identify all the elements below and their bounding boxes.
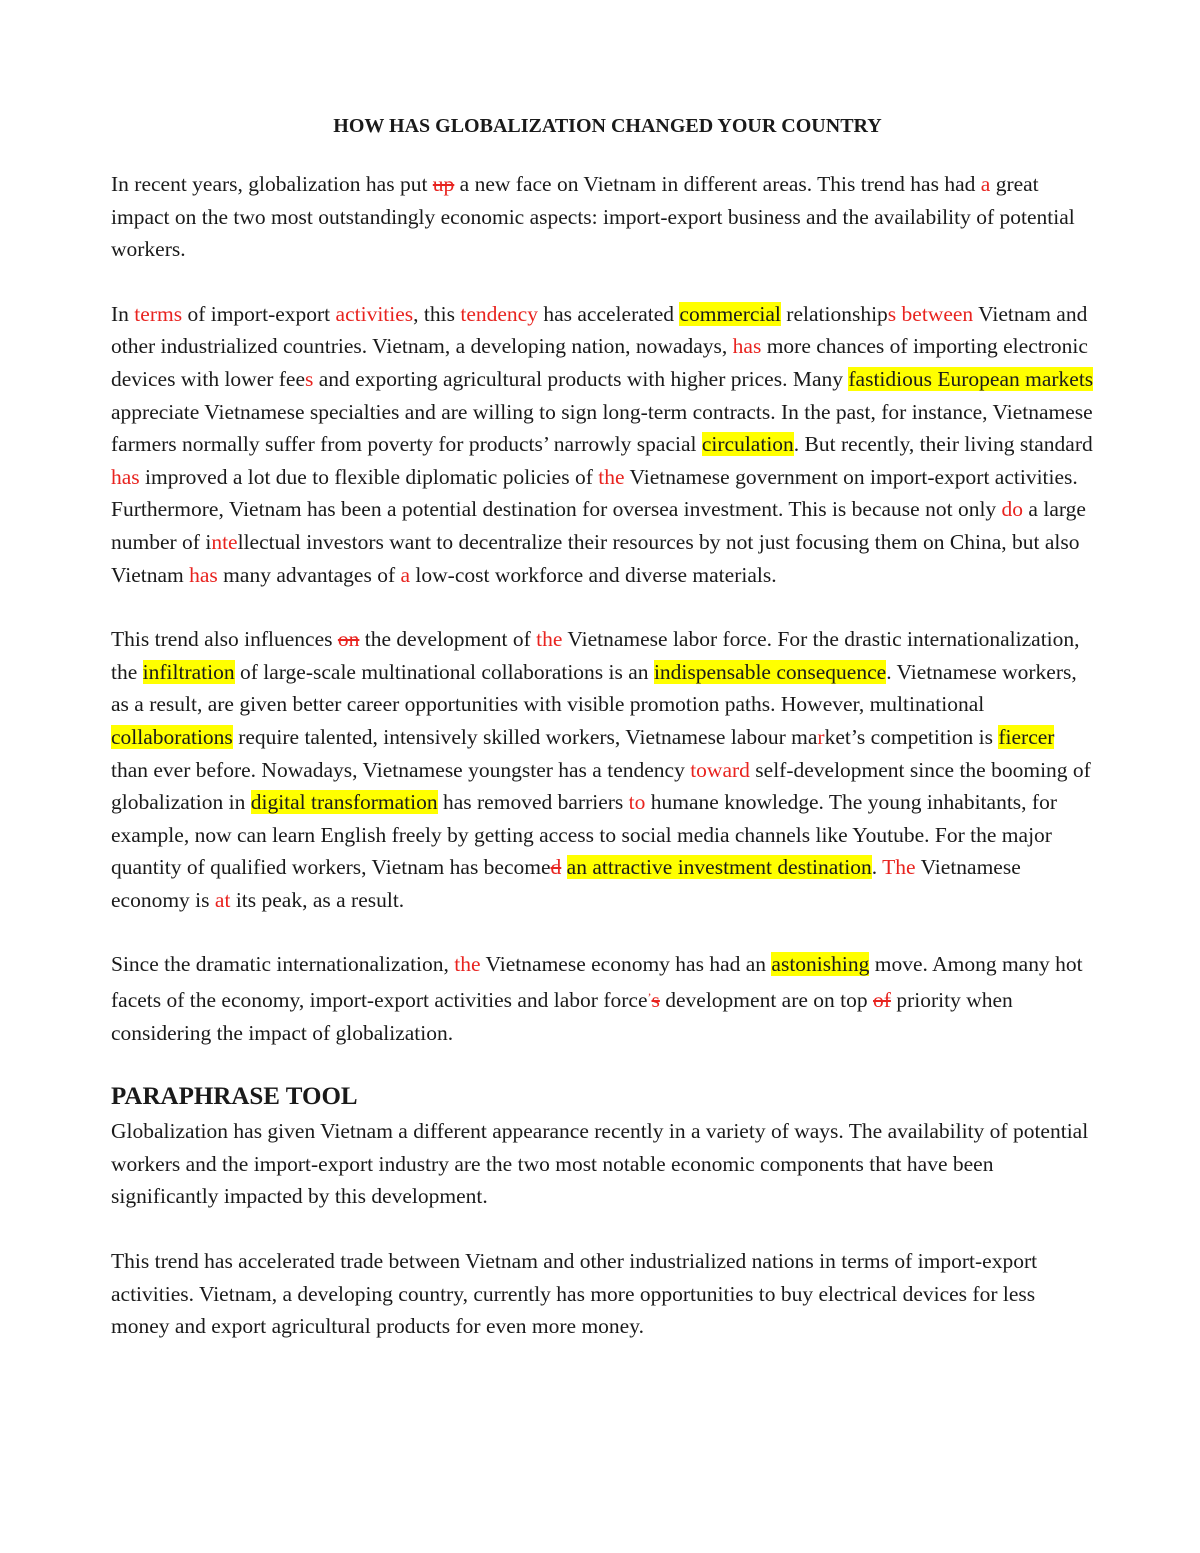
highlighted-word: astonishing [771,952,870,977]
text-run: low-cost workforce and diverse materials. [410,562,777,587]
deleted-word: on [337,627,360,652]
corrected-word: a [400,562,411,587]
text-run: . But recently, their living standard [793,432,1093,457]
corrected-word: has [111,464,140,489]
highlighted-word: collaborations [111,724,233,749]
text-run: a new face on Vietnam in different areas. This trend has had [454,172,981,196]
corrected-word: the [598,464,625,489]
text-run: its peak, as a result. [230,887,405,912]
text-run: more chances of importing electronic devices with lower fee [111,334,1088,391]
text-run: has removed barriers [437,790,629,815]
text-run: . [871,855,883,880]
corrected-word: the [454,952,481,977]
highlighted-phrase: an attractive investment destination [566,855,872,880]
corrected-letter: r [817,724,825,749]
corrected-letters: nte [211,529,238,554]
highlighted-phrase: fastidious European markets [848,366,1094,391]
text-run: priority when considering the impact of globalization. [111,988,1013,1045]
corrected-word: activities [335,301,414,326]
text-run: require talented, intensively skilled workers, Vietnamese labour ma [232,724,818,749]
text-run: and exporting agricultural products with higher prices. Many [313,366,849,391]
corrected-word: to [628,790,646,815]
paragraph-paraphrase-2: This trend has accelerated trade between Vietnam and other industrialized nations in terms of import-export activities. Vietnam, a developing country, currently has more opportunities to buy electrical devices for less money and export agricultural products for even more money. [111,1249,1038,1339]
text-run: a large number of i [111,497,1086,554]
deleted-letter: s [651,988,660,1013]
text-run: relationship [780,301,888,326]
text-run: In [111,301,135,326]
text-run: move. Among many hot facets of the economy, import-export activities and labor force [111,952,1083,1013]
paragraph-import-export [111,298,1096,591]
section-heading: PARAPHRASE TOOL [111,1083,358,1111]
text-run: In recent years, globalization has put [111,172,433,196]
document-title: HOW HAS GLOBALIZATION CHANGED YOUR COUNTRY [333,115,882,137]
text-run: great impact on the two most outstandingly economic aspects: import-export business and the availability of potential workers. [111,172,1075,262]
highlighted-word: infiltration [142,659,235,684]
corrected-word: at [214,887,231,912]
paragraph-conclusion [111,948,1096,1049]
text-run: improved a lot due to flexible diplomatic policies of [139,464,599,489]
inserted-apostrophe: ’ [647,990,652,1005]
text-run: of import-export [182,301,336,326]
text-run: Vietnam and other industrialized countries. Vietnam, a developing nation, nowadays, [111,301,1088,359]
text-run: development are on top [659,988,874,1013]
paragraph-paraphrase-1: Globalization has given Vietnam a different appearance recently in a variety of ways. The availability of potential workers and the import-export industry are the two most notable economic components that have been significantly impacted by this development. [111,1119,1089,1209]
text-run: than ever before. Nowadays, Vietnamese youngster has a tendency [111,757,691,782]
paragraph-labor-force [111,623,1096,916]
document-page [111,112,1096,1375]
text-run: ket’s competition is [824,724,999,749]
deleted-letter: d [550,855,562,880]
corrected-letter: s [305,366,314,391]
inserted-word: a [980,172,991,196]
text-run: humane knowledge. The young inhabitants, for example, now can learn English freely by getting access to social media channels like Youtube. For the major quantity of qualified workers, Vietnam has become [111,790,1057,880]
highlighted-word: fiercer [998,724,1055,749]
text-run: the development of [359,627,537,652]
paragraph-intro [111,168,1096,266]
corrected-word: between [901,301,974,326]
text-run: llectual investors want to decentralize their resources by not just focusing them on China, but also Vietnam [111,529,1080,587]
corrected-word: terms [134,301,183,326]
corrected-word: has [189,562,218,587]
text-run: Vietnamese economy has had an [480,952,772,977]
deleted-word: up [432,172,455,196]
text-run: This trend also influences [111,627,338,652]
corrected-word: tendency [460,301,538,326]
text-run: appreciate Vietnamese specialties and are willing to sign long-term contracts. In the past, for instance, Vietnamese farmers normally suffer from poverty for products’ narrowly spacial [111,399,1093,457]
text-run: has accelerated [537,301,680,326]
text-run [561,855,566,879]
deleted-word: of [873,988,891,1013]
corrected-letter: s [887,301,897,326]
text-run: of large-scale multinational collaborations is an [234,659,654,684]
text-run: Vietnamese government on import-export activities. Furthermore, Vietnam has been a potential destination for oversea investment. This is because not only [111,464,1078,522]
highlighted-word: commercial [679,301,781,326]
text-run: Since the dramatic internationalization, [111,952,455,977]
highlighted-word: circulation [701,432,794,457]
corrected-word: has [732,334,762,359]
text-run: . Vietnamese workers, as a result, are given better career opportunities with visible promotion paths. However, multinational [111,659,1077,717]
highlighted-phrase: indispensable consequence [653,659,887,684]
text-run: Vietnamese labor force. For the drastic internationalization, the [111,627,1080,684]
corrected-word: The [882,855,916,880]
corrected-word: do [1001,497,1024,522]
corrected-word: toward [690,757,750,782]
text-run: Vietnamese economy is [111,855,1021,912]
highlighted-phrase: digital transformation [250,790,438,815]
text-run: many advantages of [217,562,401,587]
corrected-word: the [536,627,563,652]
text-run: , this [413,301,461,326]
text-run: self-development since the booming of globalization in [111,757,1091,815]
